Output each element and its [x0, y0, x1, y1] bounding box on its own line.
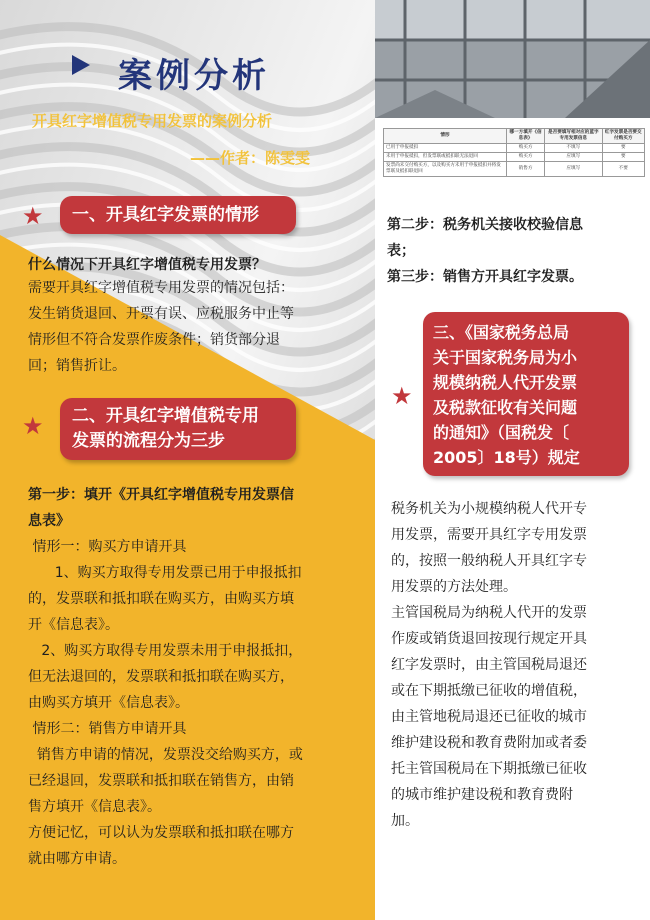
- text-line: 用发票的方法处理。: [391, 579, 517, 595]
- text-line: 售方填开《信息表》。: [28, 799, 161, 815]
- text-line: 用发票，需要开具红字专用发票: [391, 527, 587, 543]
- text-line: 由购买方填开《信息表》。: [28, 695, 189, 711]
- text-line: 已经退回，发票联和抵扣联在销售方，由销: [28, 773, 294, 789]
- table-header: 是否要填写相对应的蓝字专用发票信息: [545, 129, 602, 144]
- heading-line: 及税款征收有关问题: [433, 398, 578, 417]
- table-cell: 购买方: [507, 153, 545, 162]
- section1-body: [28, 275, 368, 379]
- text-line: 托主管国税局在下期抵缴已征收: [391, 761, 587, 777]
- section2-heading-line2: 发票的流程分为三步: [72, 431, 225, 451]
- text-line: 加。: [391, 813, 419, 829]
- text-line: 就由哪方申请。: [28, 851, 126, 867]
- text-line: 需要开具红字增值税专用发票的情况包括：: [28, 280, 294, 296]
- text-line: 发生销货退回、开票有误、应税服务中止等: [28, 306, 294, 322]
- section2-heading: [60, 398, 296, 460]
- section3-heading: [423, 312, 629, 476]
- author-line: ——作者：陈雯雯: [190, 149, 311, 167]
- building-photo: [375, 0, 650, 118]
- star-icon: ★: [22, 202, 44, 230]
- text-line: 主管国税局为纳税人代开的发票: [391, 605, 587, 621]
- text-line: 方便记忆，可以认为发票联和抵扣联在哪方: [28, 825, 294, 841]
- table-cell: 已用于申报抵扣: [384, 144, 507, 153]
- heading-line: 关于国家税务局为小: [433, 348, 578, 367]
- table-cell: 要: [602, 153, 645, 162]
- subtitle: 开具红字增值税专用发票的案例分析: [32, 112, 273, 130]
- title-triangle-icon: [72, 55, 90, 75]
- steps-2-3: [387, 212, 647, 290]
- text-line: 2、购买方取得专用发票未用于申报抵扣，: [28, 643, 303, 659]
- table-cell: 要: [602, 144, 645, 153]
- table-cell: 应填写: [545, 162, 602, 177]
- text-line: 销售方申请的情况，发票没交给购买方，或: [28, 747, 303, 763]
- text-line: 的城市维护建设税和教育费附: [391, 787, 573, 803]
- table-header-row: [384, 129, 645, 144]
- table-header: 情形: [384, 129, 507, 144]
- table-cell: 不要: [602, 162, 645, 177]
- text-line: 作废或销货退回按现行规定开具: [391, 631, 587, 647]
- table-cell: 发票尚未交付购买方，以及购买方未用于申报抵扣并将发票联及抵扣联退回: [384, 162, 507, 177]
- section1-heading: 一、开具红字发票的情形: [60, 196, 296, 234]
- table-cell: 未用于申报抵扣，但发票联或抵扣联无法退回: [384, 153, 507, 162]
- text-line: 情形二：销售方申请开具: [28, 721, 187, 737]
- text-line: 或在下期抵缴已征收的增值税，: [391, 683, 587, 699]
- text-line: 税务机关为小规模纳税人代开专: [391, 501, 587, 517]
- text-line: 但无法退回的，发票联和抵扣联在购买方，: [28, 669, 294, 685]
- table-cell: 应填写: [545, 153, 602, 162]
- table-header: 红字发票是否要交付购买方: [602, 129, 645, 144]
- text-line: 由主管地税局退还已征收的城市: [391, 709, 587, 725]
- text-line: 维护建设税和教育费附加或者委: [391, 735, 587, 751]
- section2-body: [28, 482, 373, 872]
- text-line: 情形但不符合发票作废条件；销货部分退: [28, 332, 280, 348]
- step1-title-cont: 息表》: [28, 513, 70, 529]
- text-line: 的，按照一般纳税人开具红字专: [391, 553, 587, 569]
- heading-line: 规模纳税人代开发票: [433, 373, 578, 392]
- step2-title: 第二步：税务机关接收校验信息: [387, 217, 583, 233]
- heading-line: 的通知》（国税发〔: [433, 423, 570, 442]
- table-row: [384, 162, 645, 177]
- text-line: 的，发票联和抵扣联在购买方，由购买方填: [28, 591, 294, 607]
- text-line: 1、购买方取得专用发票已用于申报抵扣: [28, 565, 302, 581]
- star-icon: ★: [22, 412, 44, 440]
- step2-title-cont: 表；: [387, 243, 415, 259]
- heading-line: 2005〕18号）规定: [433, 448, 580, 467]
- table-header: 哪一方填开《信息表》: [507, 129, 545, 144]
- text-line: 红字发票时，由主管国税局退还: [391, 657, 587, 673]
- section1-question: 什么情况下开具红字增值税专用发票？: [28, 257, 266, 273]
- star-icon: ★: [391, 382, 413, 410]
- section3-body: [391, 496, 647, 834]
- table-cell: 购买方: [507, 144, 545, 153]
- heading-line: 三、《国家税务总局: [433, 323, 570, 342]
- page-title: 案例分析: [118, 56, 270, 96]
- text-line: 开《信息表》。: [28, 617, 119, 633]
- section2-heading-line1: 二、开具红字增值税专用: [72, 406, 259, 426]
- table-row: [384, 144, 645, 153]
- table-row: [384, 153, 645, 162]
- table-cell: 销售方: [507, 162, 545, 177]
- step3-title: 第三步：销售方开具红字发票。: [387, 269, 583, 285]
- text-line: 情形一：购买方申请开具: [28, 539, 187, 555]
- info-table: [383, 128, 645, 177]
- right-column: [375, 0, 650, 920]
- step1-title: 第一步：填开《开具红字增值税专用发票信: [28, 487, 294, 503]
- text-line: 回；销售折让。: [28, 358, 126, 374]
- table-cell: 不填写: [545, 144, 602, 153]
